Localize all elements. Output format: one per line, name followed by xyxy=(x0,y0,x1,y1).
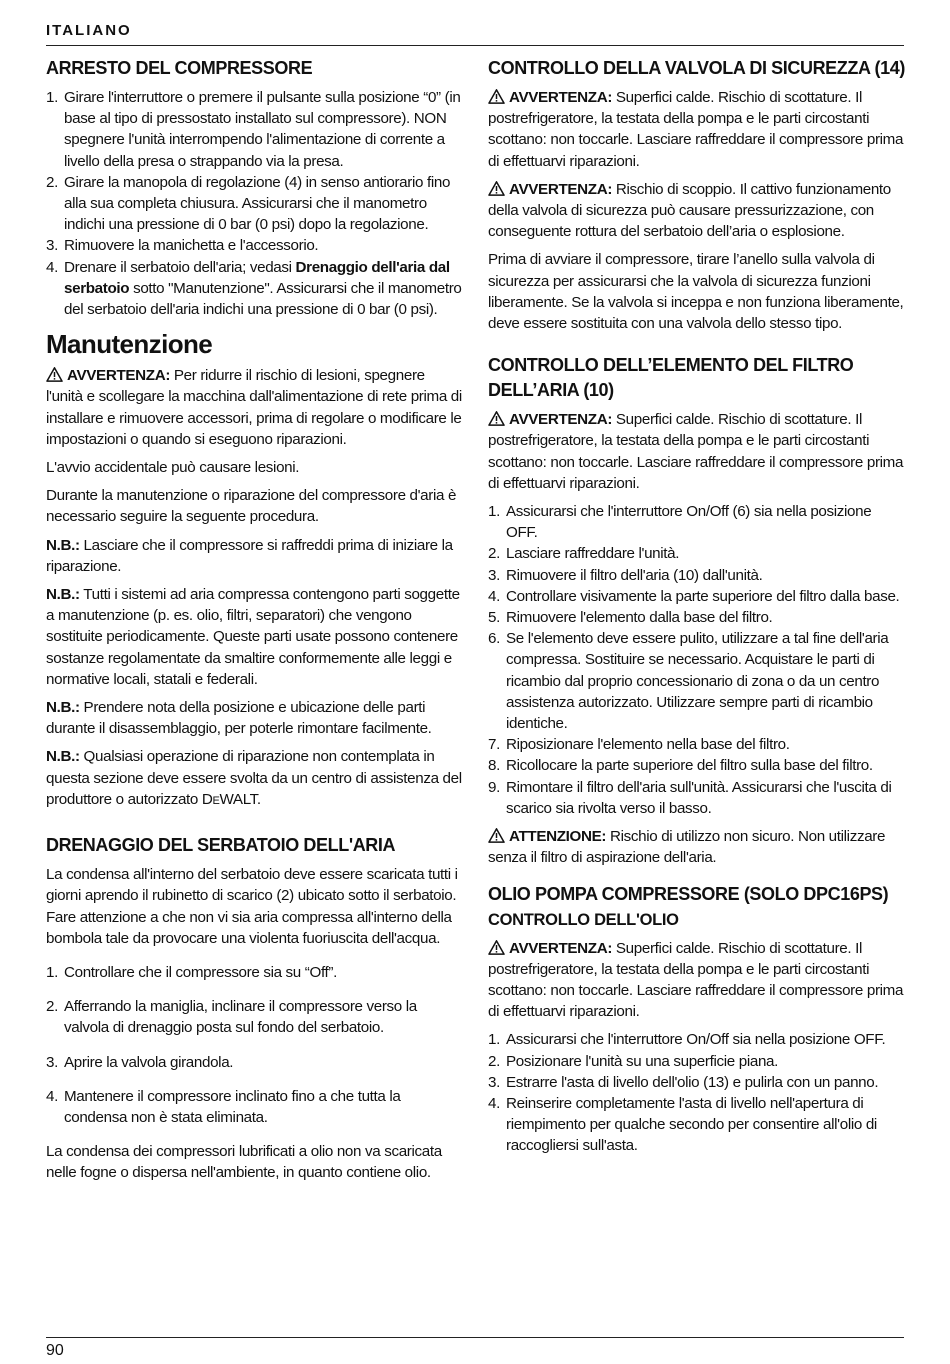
list-item: 3. Rimuovere la manichetta e l'accessorio. xyxy=(46,237,319,255)
right-column xyxy=(488,56,906,1164)
warning-triangle-icon xyxy=(488,181,505,196)
left-column xyxy=(46,56,464,1191)
list-item: 3. Estrarre l'asta di livello dell'olio (13) e pulirla con un panno. xyxy=(488,1073,879,1091)
section-title-valvola: CONTROLLO DELLA VALVOLA DI SICUREZZA (14) xyxy=(488,58,905,78)
list-item: 2. Posizionare l'unità su una superficie piana. xyxy=(488,1052,779,1070)
list-item: 3. Aprire la valvola girandola. xyxy=(46,1053,234,1071)
list-item: 4. Controllare visivamente la parte superiore del filtro dalla base. xyxy=(488,587,900,605)
paragraph: La condensa all'interno del serbatoio deve essere scaricata tutti i giorni aprendo il rubinetto di scarico (2) ubicato sotto il serbatoio. Fare attenzione a che non vi sia aria compressa all'interno della bombola tale da provocare una violenta fuoriuscita dell'acqua. xyxy=(46,866,458,947)
arresto-steps xyxy=(46,87,464,320)
drenaggio-steps xyxy=(46,962,464,1128)
warning-paragraph: AVVERTENZA: Rischio di scoppio. Il cattivo funzionamento della valvola di sicurezza può causare pressurizzazione, con conseguente rottura del serbatoio dell’aria o esplosione. xyxy=(488,180,891,241)
paragraph: L'avvio accidentale può causare lesioni. xyxy=(46,459,300,477)
paragraph: Prima di avviare il compressore, tirare l’anello sulla valvola di sicurezza per assicurarsi che la valvola di sicurezza funzioni liberamente. Se la valvola si inceppa e non funziona liberamente, deve essere sostituita con una valvola dello stesso tipo. xyxy=(488,251,904,333)
header-rule xyxy=(46,45,904,46)
list-item: 7. Riposizionare l'elemento nella base del filtro. xyxy=(488,736,790,754)
list-item: 2. Lasciare raffreddare l'unità. xyxy=(488,545,680,563)
list-item: 4. Mantenere il compressore inclinato fino a che tutta la condensa non è stata eliminata. xyxy=(46,1087,401,1126)
warning-triangle-icon xyxy=(488,828,505,843)
list-item: 1. Assicurarsi che l'interruttore On/Off sia nella posizione OFF. xyxy=(488,1031,886,1049)
paragraph: Durante la manutenzione o riparazione del compressore d'aria è necessario seguire la seguente procedura. xyxy=(46,487,457,526)
list-item: 1. Girare l'interruttore o premere il pulsante sulla posizione “0” (in base al tipo di pressostato installato sul compressore). NON spegnere l'unità interrompendo l'alimentazione di corrente a livello della presa o strappando via la presa. xyxy=(46,89,461,170)
section-title-manutenzione: Manutenzione xyxy=(46,329,213,360)
note-paragraph: N.B.: Qualsiasi operazione di riparazione non contemplata in questa sezione deve essere svolta da un centro di assistenza del produttore o autorizzato DEWALT. xyxy=(46,748,462,808)
paragraph: La condensa dei compressori lubrificati a olio non va scaricata nelle fogne o dispersa nell'ambiente, in quanto contiene olio. xyxy=(46,1143,442,1182)
list-item: 5. Rimuovere l'elemento dalla base del filtro. xyxy=(488,609,773,627)
section-title-filtro: CONTROLLO DELL’ELEMENTO DEL FILTRO DELL’ARIA (10) xyxy=(488,355,854,401)
warning-triangle-icon xyxy=(488,940,505,955)
note-paragraph: N.B.: Prendere nota della posizione e ubicazione delle parti durante il disassemblaggio, per poterle rimontare facilmente. xyxy=(46,699,432,738)
list-item: 1. Controllare che il compressore sia su “Off”. xyxy=(46,963,337,981)
footer-rule xyxy=(46,1337,904,1338)
list-item: 8. Ricollocare la parte superiore del filtro sulla base del filtro. xyxy=(488,757,873,775)
warning-triangle-icon xyxy=(488,89,505,104)
note-paragraph: N.B.: Tutti i sistemi ad aria compressa contengono parti soggette a manutenzione (p. es. olio, filtri, separatori) che vengono sostituite periodicamente. Queste parti usate possono contenere sostanze regolamentate da smaltire conformemente alle leggi e normative locali, statali e federali. xyxy=(46,586,460,688)
warning-triangle-icon xyxy=(488,411,505,426)
warning-paragraph: AVVERTENZA: Superfici calde. Rischio di scottature. Il postrefrigeratore, la testata della pompa e le parti circostanti scottano: non toccarle. Lasciare raffreddare il compressore prima di effettuarvi riparazioni. xyxy=(488,89,904,170)
list-item: 2. Afferrando la maniglia, inclinare il compressore verso la valvola di drenaggio posta sul fondo del serbatoio. xyxy=(46,998,417,1037)
filtro-steps xyxy=(488,501,906,819)
olio-steps xyxy=(488,1029,906,1156)
list-item: 1. Assicurarsi che l'interruttore On/Off (6) sia nella posizione OFF. xyxy=(488,503,872,542)
warning-triangle-icon xyxy=(46,367,63,382)
warning-paragraph: AVVERTENZA: Superfici calde. Rischio di scottature. Il postrefrigeratore, la testata della pompa e le parti circostanti scottano: non toccarle. Lasciare raffreddare il compressore prima di effettuarvi riparazioni. xyxy=(488,939,904,1021)
list-item: 3. Rimuovere il filtro dell'aria (10) dall'unità. xyxy=(488,566,763,584)
list-item: 2. Girare la manopola di regolazione (4) in senso antiorario fino alla sua completa chiusura. Assicurarsi che il manometro indichi una pressione di 0 bar (0 psi) dopo la regolazione. xyxy=(46,173,451,234)
note-paragraph: N.B.: Lasciare che il compressore si raffreddi prima di iniziare la riparazione. xyxy=(46,536,453,575)
list-item: 6. Se l'elemento deve essere pulito, utilizzare a tal fine dell'aria compressa. Sostituire se necessario. Acquistare le parti di ricambio dal proprio concessionario di zona o da un centro assistenza autorizzato. Utilizzare sempre parti di ricambio identiche. xyxy=(488,630,889,733)
attention-paragraph: ATTENZIONE: Rischio di utilizzo non sicuro. Non utilizzare senza il filtro di aspirazione dell'aria. xyxy=(488,828,886,867)
section-title-olio: OLIO POMPA COMPRESSORE (SOLO DPC16PS) xyxy=(488,883,889,904)
subsection-title-controllo-olio: CONTROLLO DELL'OLIO xyxy=(488,910,679,929)
list-item: 4. Reinserire completamente l'asta di livello nell'apertura di riempimento per qualche secondo per consentire all'olio di raccogliersi sull'asta. xyxy=(488,1094,877,1155)
warning-paragraph: AVVERTENZA: Per ridurre il rischio di lesioni, spegnere l'unità e scollegare la macchina dall'alimentazione di rete prima di installare e rimuovere accessori, prima di regolare o modificare le impostazioni o quando si eseguono riparazioni. xyxy=(46,367,462,448)
list-item: 9. Rimontare il filtro dell'aria sull'unità. Assicurarsi che l'uscita di scarico sia rivolta verso il basso. xyxy=(488,778,892,817)
list-item: 4. Drenare il serbatoio dell'aria; vedasi Drenaggio dell'aria dal serbatoio sotto "Manutenzione". Assicurarsi che il manometro del serbatoio dell'aria indichi una pressione di 0 bar (0 psi). xyxy=(46,258,462,319)
warning-paragraph: AVVERTENZA: Superfici calde. Rischio di scottature. Il postrefrigeratore, la testata della pompa e le parti circostanti scottano: non toccarle. Lasciare raffreddare il compressore prima di effettuarvi riparazioni. xyxy=(488,411,904,492)
section-title-drenaggio: DRENAGGIO DEL SERBATOIO DELL'ARIA xyxy=(46,835,396,856)
page-number: 90 xyxy=(46,1342,64,1359)
language-header: ITALIANO xyxy=(46,22,132,39)
section-title-arresto: ARRESTO DEL COMPRESSORE xyxy=(46,58,313,78)
